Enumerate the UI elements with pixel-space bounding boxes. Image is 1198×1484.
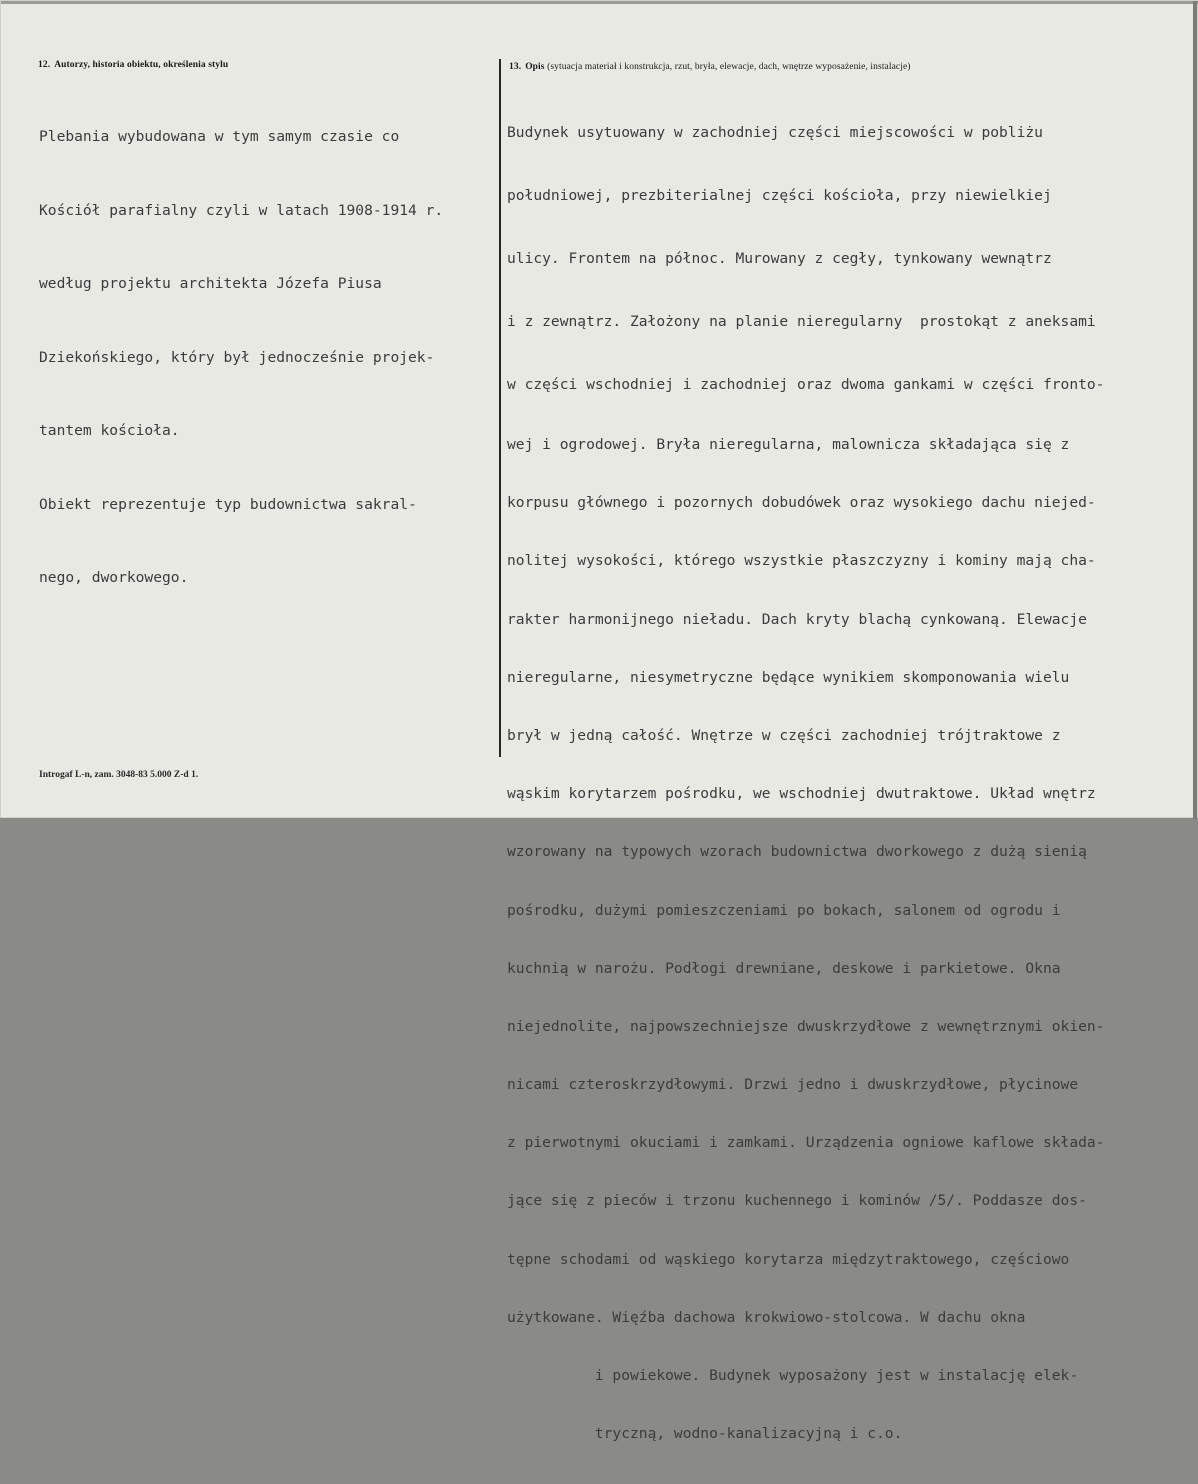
text-line: wzorowany na typowych wzorach budownictwa dworkowego z dużą sienią: [507, 843, 1087, 861]
text-line: nego, dworkowego.: [39, 569, 189, 586]
text-line: tantem kościoła.: [39, 422, 180, 439]
text-line: Plebania wybudowana w tym samym czasie co: [39, 128, 400, 145]
section-13-subtitle: (sytuacja materiał i konstrukcja, rzut, bryła, elewacje, dach, wnętrze wyposażenie, instalacje): [547, 62, 911, 72]
text-line: nicami czteroskrzydłowymi. Drzwi jedno i dwuskrzydłowe, płycinowe: [507, 1076, 1079, 1094]
text-line: wąskim korytarzem pośrodku, we wschodniej dwutraktowe. Układ wnętrz: [507, 785, 1096, 803]
text-line: południowej, prezbiterialnej części kościoła, przy niewielkiej: [507, 187, 1052, 204]
text-line: brył w jedną całość. Wnętrze w części zachodniej trójtraktowe z: [507, 726, 1061, 744]
text-line: i z zewnątrz. Założony na planie nieregularny prostokąt z aneksami: [507, 313, 1096, 330]
section-12-title: Autorzy, historia obiektu, określenia stylu: [54, 60, 229, 70]
text-line: według projektu architekta Józefa Piusa: [39, 275, 382, 292]
text-line: rakter harmonijnego nieładu. Dach kryty blachą cynkowaną. Elewacje: [507, 610, 1087, 628]
text-line: kuchnią w narożu. Podłogi drewniane, deskowe i parkietowe. Okna: [507, 959, 1061, 977]
text-line: nieregularne, niesymetryczne będące wynikiem skomponowania wielu: [507, 668, 1070, 686]
text-line: Budynek usytuowany w zachodniej części miejscowości w pobliżu: [507, 124, 1043, 141]
text-line: w części wschodniej i zachodniej oraz dwoma gankami w części fronto-: [507, 376, 1105, 393]
section-12-typed-text: [39, 76, 443, 640]
section-13-title: Opis: [525, 62, 545, 72]
printer-imprint: Introgaf L-n, zam. 3048-83 5.000 Z-d 1.: [39, 770, 199, 780]
card-top-edge: [1, 1, 1198, 4]
text-line: i powiekowe. Budynek wyposażony jest w instalację elek-: [507, 1367, 1079, 1384]
text-line: Dziekońskiego, który był jednocześnie projek-: [39, 348, 435, 366]
card-right-edge: [1193, 1, 1197, 819]
text-line: tryczną, wodno-kanalizacyjną i c.o.: [507, 1425, 903, 1443]
section-13-typed-text: [507, 80, 1104, 1484]
text-line: tępne schodami od wąskiego korytarza międzytraktowego, częściowo: [507, 1250, 1070, 1268]
section-12-number: 12.: [38, 60, 51, 70]
text-line: użytkowane. Więźba dachowa krokwiowo-stolcowa. W dachu okna: [507, 1308, 1026, 1326]
section-13-heading: [509, 62, 911, 72]
text-line: z pierwotnymi okuciami i zamkami. Urządzenia ogniowe kaflowe składa-: [507, 1134, 1105, 1152]
text-line: nolitej wysokości, którego wszystkie płaszczyzny i kominy mają cha-: [507, 552, 1096, 570]
text-line: pośrodku, dużymi pomieszczeniami po bokach, salonem od ogrodu i: [507, 901, 1061, 919]
text-line: Kościół parafialny czyli w latach 1908-1914 r.: [39, 201, 444, 219]
text-line: niejednolite, najpowszechniejsze dwuskrzydłowe z wewnętrznymi okien-: [507, 1017, 1105, 1035]
text-line: wej i ogrodowej. Bryła nieregularna, malownicza składająca się z: [507, 436, 1070, 453]
section-12-heading: [38, 60, 228, 70]
column-divider: [499, 59, 501, 757]
text-line: ulicy. Frontem na północ. Murowany z cegły, tynkowany wewnątrz: [507, 250, 1052, 267]
text-line: korpusu głównego i pozornych dobudówek oraz wysokiego dachu niejed-: [507, 494, 1096, 512]
text-line: jące się z pieców i trzonu kuchennego i kominów /5/. Poddasze dos-: [507, 1192, 1087, 1210]
text-line: Obiekt reprezentuje typ budownictwa sakral-: [39, 495, 417, 513]
section-13-number: 13.: [509, 62, 522, 72]
